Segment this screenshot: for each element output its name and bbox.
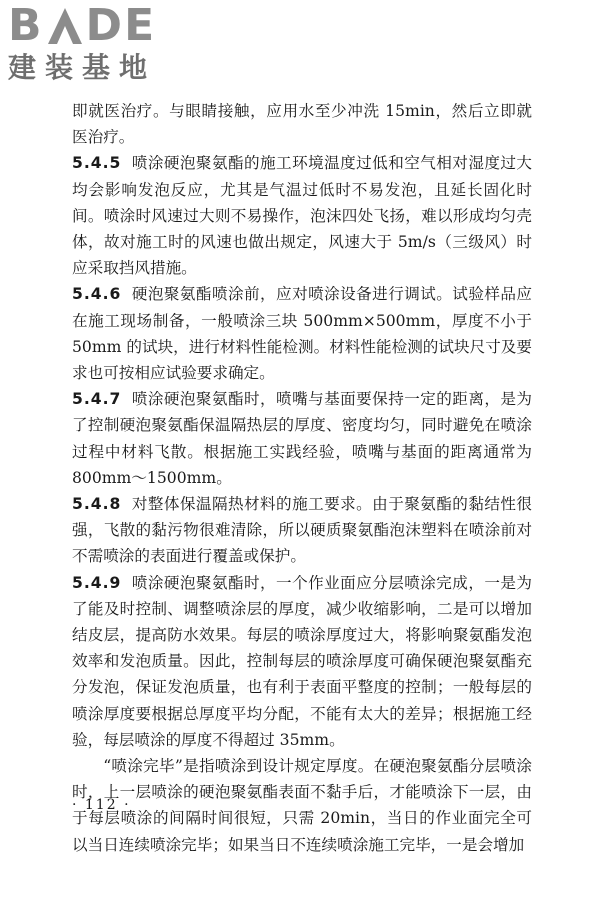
paragraph-continued bbox=[72, 98, 532, 150]
clause-text: 硬泡聚氨酯喷涂前，应对喷涂设备进行调试。试验样品应在施工现场制备，一般喷涂三块 500mm×500mm，厚度不小于50mm 的试块，进行材料性能检测。材料性能检测的试块尺寸及要求也可按相应试验要求确定。 bbox=[72, 285, 532, 383]
clause-text: 对整体保温隔热材料的施工要求。由于聚氨酯的黏结性很强，飞散的黏污物很难清除，所以硬质聚氨酯泡沫塑料在喷涂前对不需喷涂的表面进行覆盖或保护。 bbox=[72, 495, 532, 566]
clause-number: 5.4.7 bbox=[72, 390, 122, 409]
clause-5-4-6 bbox=[72, 281, 532, 386]
logo-chinese-name: 建装基地 bbox=[8, 51, 157, 84]
clause-number: 5.4.5 bbox=[72, 154, 122, 173]
clause-text: 喷涂硬泡聚氨酯时，一个作业面应分层喷涂完成，一是为了能及时控制、调整喷涂层的厚度，减少收缩影响，二是可以增加结皮层，提高防水效果。每层的喷涂厚度过大，将影响聚氨酯发泡效率和发泡质量。因此，控制每层的喷涂厚度可确保硬泡聚氨酯充分发泡，保证发泡质量，也有利于表面平整度的控制；一般每层的喷涂厚度要根据总厚度平均分配，不能有太大的差异；根据施工经验，每层喷涂的厚度不得超过 35mm。 bbox=[72, 573, 532, 749]
logo-a-mark-icon bbox=[46, 6, 84, 46]
clause-number: 5.4.8 bbox=[72, 495, 122, 514]
logo-letter-a bbox=[46, 6, 84, 46]
page-body bbox=[72, 98, 532, 858]
logo-letter-b: B bbox=[8, 0, 44, 51]
brand-logo bbox=[8, 0, 178, 86]
clause-text: 喷涂硬泡聚氨酯的施工环境温度过低和空气相对湿度过大均会影响发泡反应，尤其是气温过低时不易发泡，且延长固化时间。喷涂时风速过大则不易操作，泡沫四处飞扬，难以形成均匀壳体，故对施工时的风速也做出规定，风速大于 5m/s（三级风）时应采取挡风措施。 bbox=[72, 154, 532, 278]
clause-5-4-5 bbox=[72, 150, 532, 281]
logo-wordmark bbox=[8, 0, 178, 51]
page-number: · 112 · bbox=[72, 797, 131, 813]
paragraph-text: 即就医治疗。与眼睛接触，应用水至少冲洗 15min，然后立即就医治疗。 bbox=[72, 102, 532, 147]
clause-number: 5.4.9 bbox=[72, 573, 122, 592]
clause-number: 5.4.6 bbox=[72, 285, 122, 304]
clause-text: 喷涂硬泡聚氨酯时，喷嘴与基面要保持一定的距离，是为了控制硬泡聚氨酯保温隔热层的厚度、密度均匀，同时避免在喷涂过程中材料飞散。根据施工实践经验，喷嘴与基面的距离通常为800mm～1500mm。 bbox=[72, 390, 532, 487]
clause-5-4-9 bbox=[72, 570, 532, 753]
logo-letters-de: DE bbox=[85, 0, 157, 51]
paragraph-text: “喷涂完毕”是指喷涂到设计规定厚度。在硬泡聚氨酯分层喷涂时，上一层喷涂的硬泡聚氨酯表面不黏手后，才能喷涂下一层，由于每层喷涂的间隔时间很短，只需 20min，当日的作业面完全可以当日连续喷涂完毕；如果当日不连续喷涂施工完毕，一是会增加 bbox=[72, 757, 532, 854]
paragraph-spray-complete bbox=[72, 753, 532, 858]
clause-5-4-7 bbox=[72, 386, 532, 491]
clause-5-4-8 bbox=[72, 491, 532, 570]
